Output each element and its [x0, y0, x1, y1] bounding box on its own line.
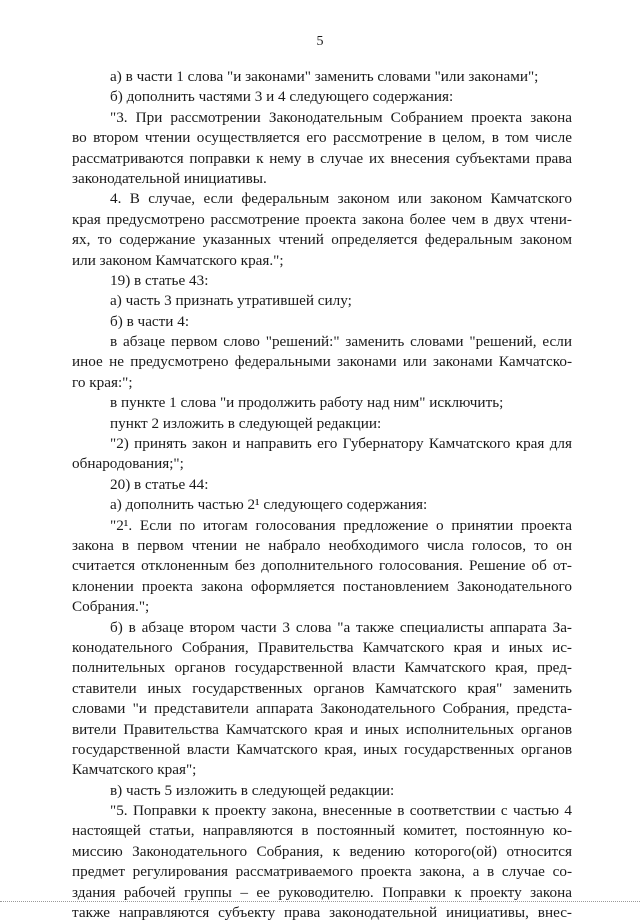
page-number: 5 — [316, 34, 324, 49]
text-line: в) часть 5 изложить в следующей редакции: — [110, 781, 395, 799]
text-line: в пункте 1 слова "и продолжить работу над ним" исключить; — [110, 394, 504, 412]
document-body — [72, 67, 572, 923]
text-line: в абзаце первом слово "решений:" заменить словами "решений, если — [110, 333, 572, 351]
text-line: также направляются субъекту права законодательной инициативы, внес- — [72, 904, 572, 922]
text-line: а) в части 1 слова "и законами" заменить словами "или законами"; — [110, 68, 539, 85]
text-line: 19) в статье 43: — [110, 271, 209, 289]
text-line: 4. В случае, если федеральным законом или законом Камчатского — [110, 190, 572, 208]
text-line: пункт 2 изложить в следующей редакции: — [110, 414, 382, 432]
scan-bottom-edge — [0, 901, 640, 902]
text-line: государственной власти Камчатского края, иных государственных органов — [72, 740, 572, 758]
text-line: "2¹. Если по итогам голосования предложение о принятии проекта — [110, 516, 572, 534]
text-line: здания рабочей группы – ее руководителю. Поправки к проекту закона — [72, 883, 572, 901]
text-line: или законом Камчатского края."; — [72, 251, 284, 269]
text-line: б) в абзаце втором части 3 слова "а также специалисты аппарата За- — [110, 618, 572, 636]
text-line: конодательного Собрания, Правительства Камчатского края и иных ис- — [72, 638, 572, 656]
text-line: закона в первом чтении не набрало необходимого числа голосов, то он — [72, 536, 572, 554]
text-line: 20) в статье 44: — [110, 475, 209, 493]
text-line: б) дополнить частями 3 и 4 следующего содержания: — [110, 88, 454, 106]
text-line: "2) принять закон и направить его Губернатору Камчатского края для — [110, 435, 572, 453]
text-line: "3. При рассмотрении Законодательным Собранием проекта закона — [110, 108, 572, 126]
text-line: предмет регулирования рассматриваемого проекта закона, а в случае со- — [72, 863, 572, 881]
text-line: иное не предусмотрено федеральными законами или законами Камчатско- — [72, 353, 572, 371]
text-line: обнародования;"; — [72, 455, 184, 473]
text-line: а) часть 3 признать утратившей силу; — [110, 292, 352, 310]
text-line: во втором чтении осуществляется его рассмотрение в целом, в том числе — [72, 129, 572, 147]
text-line: клонении проекта закона оформляется постановлением Законодательного — [72, 577, 572, 595]
text-line: а) дополнить частью 2¹ следующего содержания: — [110, 496, 428, 514]
text-line: ставители иных государственных органов Камчатского края" заменить — [72, 679, 572, 697]
text-line: законодательной инициативы. — [72, 169, 267, 187]
text-line: настоящей статьи, направляются в постоянный комитет, постоянную ко- — [72, 822, 572, 840]
text-line: Камчатского края"; — [72, 761, 197, 779]
text-line: считается отклоненным без дополнительного голосования. Решение об от- — [72, 557, 572, 575]
text-line: миссию Законодательного Собрания, к ведению которого(ой) относится — [72, 842, 572, 860]
text-line: Собрания."; — [72, 598, 150, 616]
text-line: го края:"; — [72, 373, 133, 391]
text-line: б) в части 4: — [110, 312, 190, 330]
text-line: "5. Поправки к проекту закона, внесенные в соответствии с частью 4 — [110, 802, 572, 820]
text-line: полнительных органов государственной власти Камчатского края, пред- — [72, 659, 572, 677]
text-line: края предусмотрено рассмотрение проекта закона более чем в двух чтени- — [72, 210, 572, 228]
text-line: ях, то содержание указанных чтений определяется федеральным законом — [72, 231, 572, 249]
text-line: словами "и представители аппарата Законодательного Собрания, предста- — [72, 700, 572, 718]
text-line: рассматриваются поправки к нему в случае их внесения субъектами права — [72, 149, 572, 167]
text-line: вители Правительства Камчатского края и иных исполнительных органов — [72, 720, 572, 738]
